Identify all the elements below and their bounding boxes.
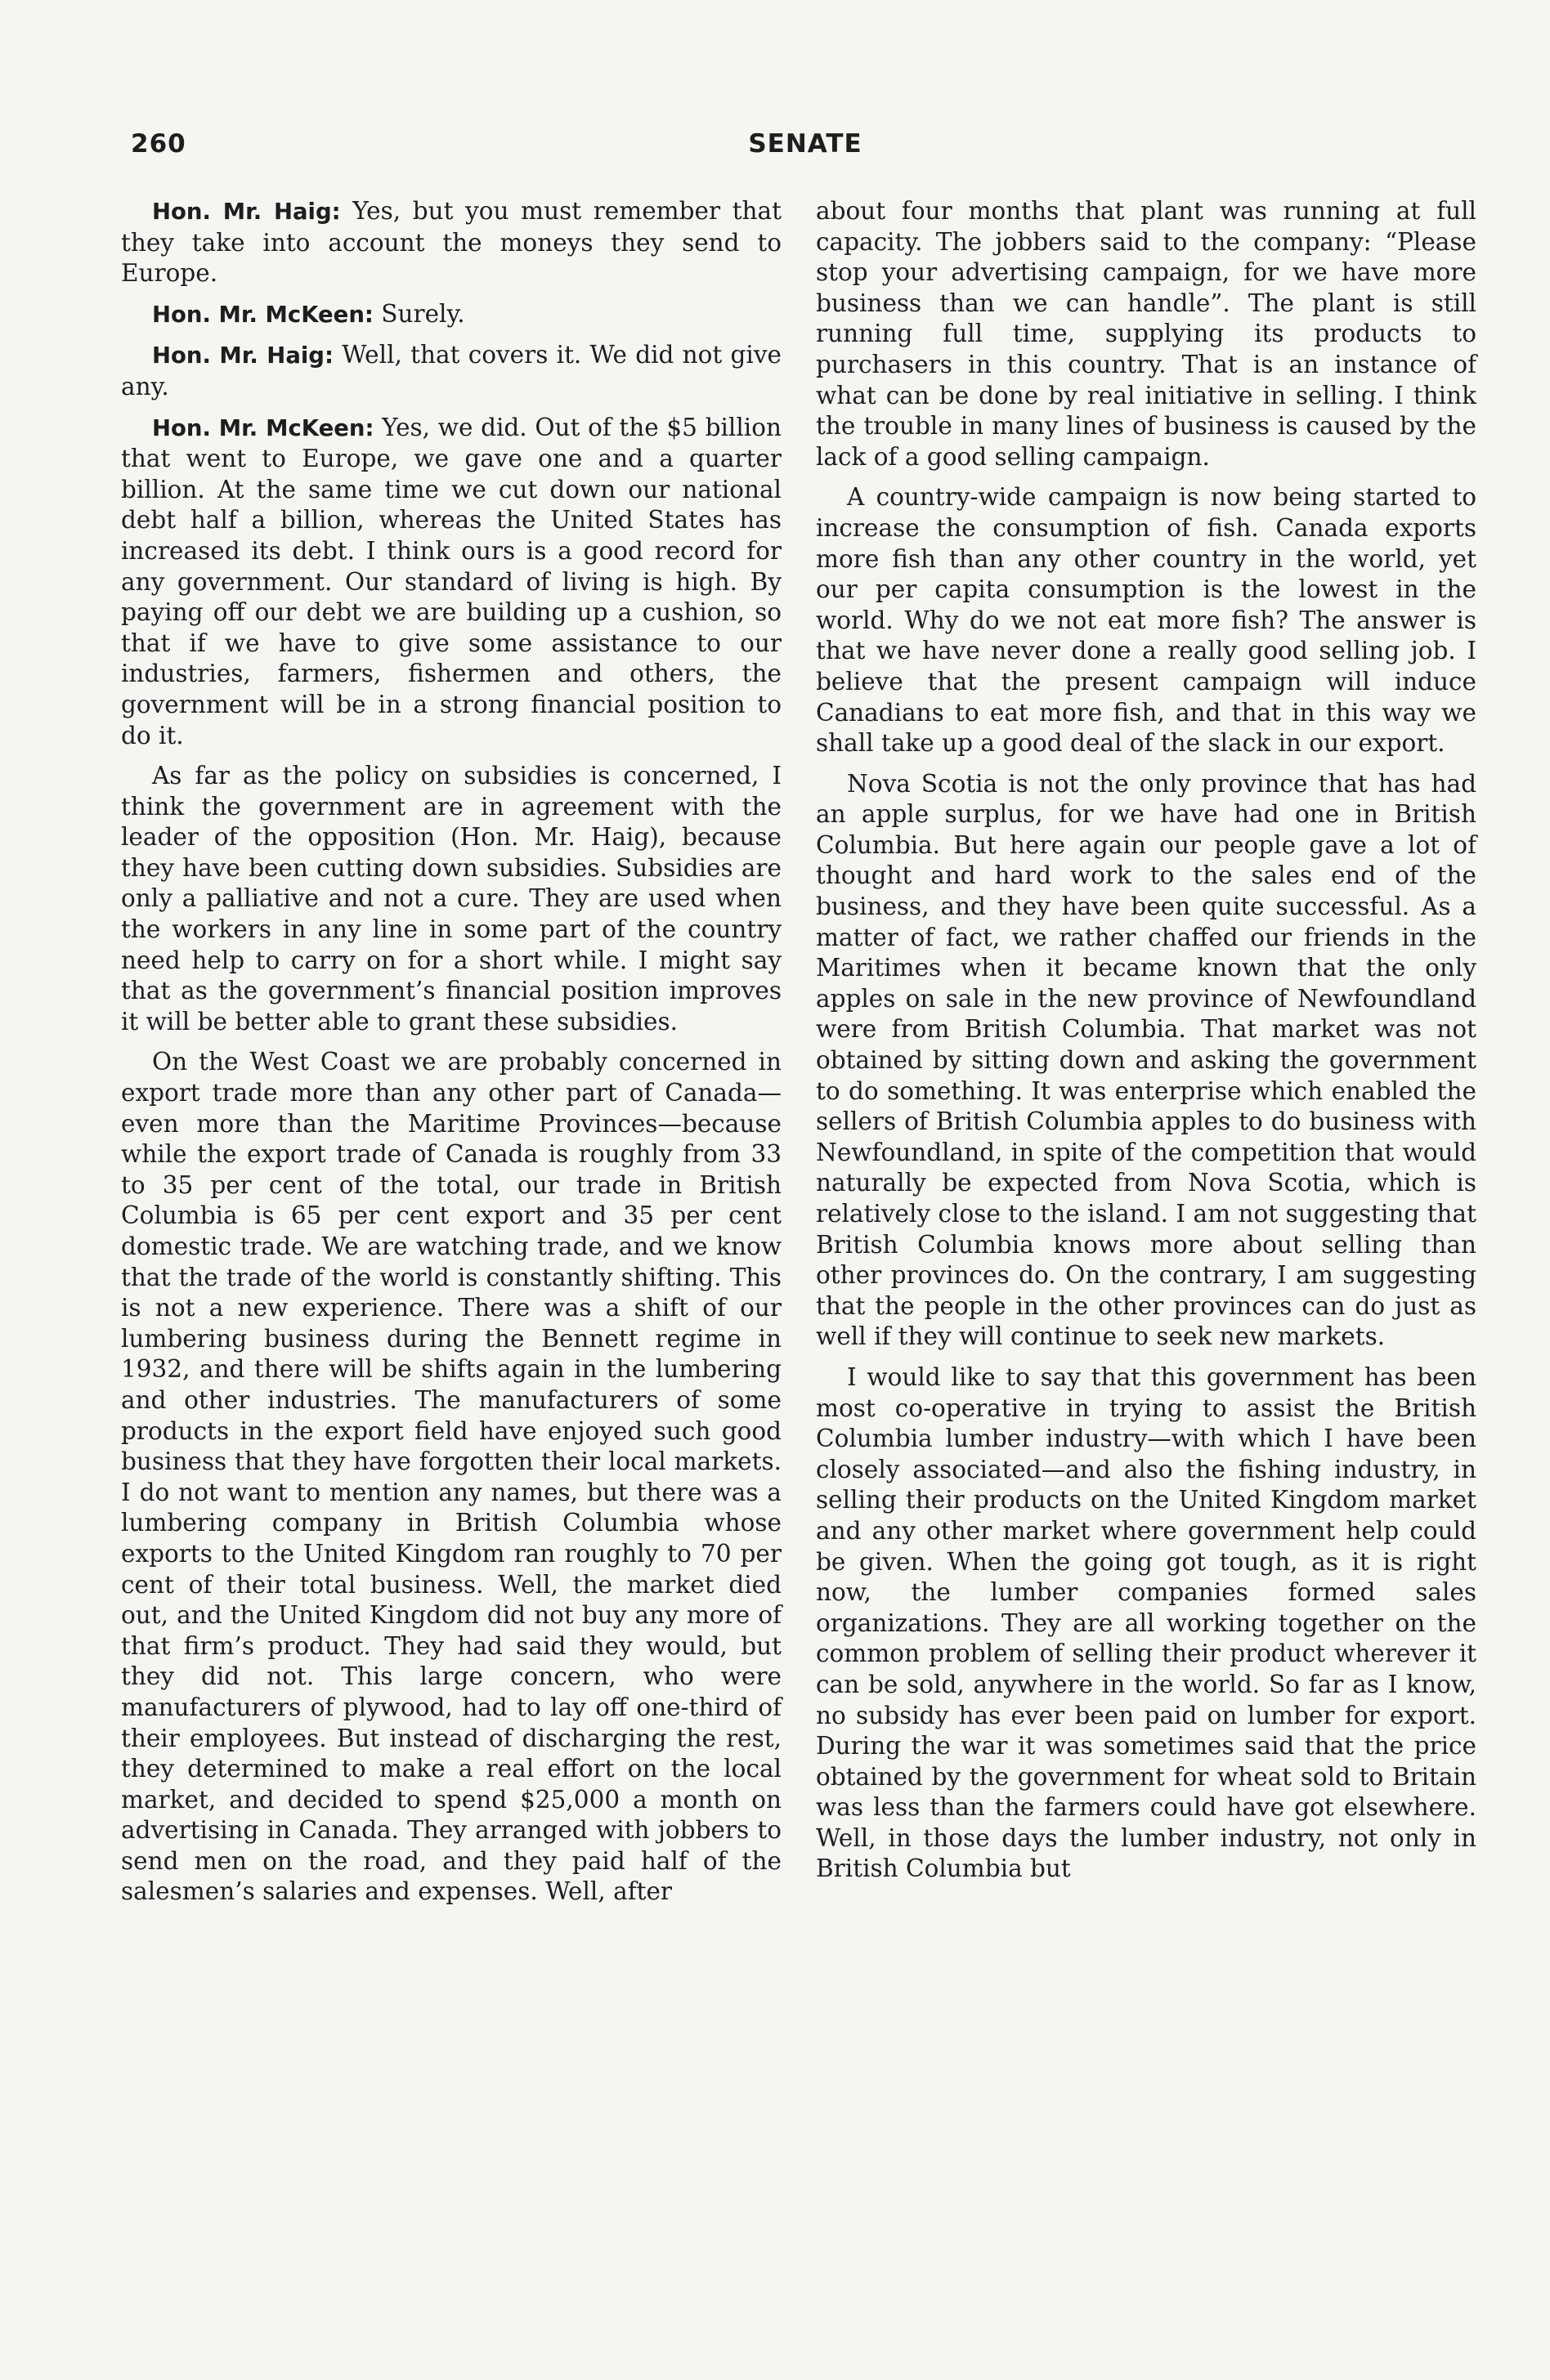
running-title: SENATE xyxy=(748,129,862,159)
paragraph xyxy=(816,482,1476,758)
left-column xyxy=(121,196,782,1917)
speech-text: Surely. xyxy=(373,299,465,328)
speaker-label: Hon. Mr. McKeen: xyxy=(152,414,374,441)
speech-text: Yes, we did. Out of the $5 billion that went to Europe, we gave one and a quarter billion. At the same time we cut down our national debt half a billion, whereas the United States has increased its debt. I think ours is a good record for any government. Our standard of living is high. By paying off our debt we are building up a cushion, so that if we have to give some assistance to our industries, farmers, fishermen and others, the government will be in a strong financial position to do it. xyxy=(121,413,782,749)
paragraph-text: Nova Scotia is not the only province that has had an apple surplus, for we have had one in British Columbia. But here again our people gave a lot of thought and hard work to the sales end of the business, and they have been quite successful. As a matter of fact, we rather chaffed our friends in the Maritimes when it became known that the only apples on sale in the new province of Newfoundland were from British Columbia. That market was not obtained by sitting down and asking the government to do something. It was enterprise which enabled the sellers of British Columbia apples to do business with Newfoundland, in spite of the competition that would naturally be expected from Nova Scotia, which is relatively close to the island. I am not suggesting that British Columbia knows more about selling than other provinces do. On the contrary, I am suggesting that the people in the other provinces can do just as well if they will continue to seek new markets. xyxy=(816,769,1476,1351)
paragraph xyxy=(121,340,782,402)
speaker-label: Hon. Mr. McKeen: xyxy=(152,301,374,328)
paragraph-continued xyxy=(816,196,1476,472)
speaker-label: Hon. Mr. Haig: xyxy=(152,199,341,225)
paragraph xyxy=(816,769,1476,1353)
paragraph-text: A country-wide campaign is now being started to increase the consumption of fish. Canada exports more fish than any other country in the world, yet our per capita consumption is the lowest in the world. Why do we not eat more fish? The answer is that we have never done a really good selling job. I believe that the present campaign will induce Canadians to eat more fish, and that in this way we shall take up a good deal of the slack in our export. xyxy=(816,483,1476,758)
paragraph xyxy=(121,1047,782,1908)
page-number: 260 xyxy=(131,129,186,159)
speech-text: Yes, but you must remember that they take into account the moneys they send to Europe. xyxy=(121,197,782,288)
page-header xyxy=(131,129,1480,170)
paragraph xyxy=(816,1362,1476,1885)
paragraph-text: I would like to say that this government has been most co-operative in trying to assist the British Columbia lumber industry—with which I have been closely associated—and also the fishing industry, in selling their products on the United Kingdom market and any other market where government help could be given. When the going got tough, as it is right now, the lumber companies formed sales organizations. They are all working together on the common problem of selling their product wherever it can be sold, anywhere in the world. So far as I know, no subsidy has ever been paid on lumber for export. During the war it was sometimes said that the price obtained by the government for wheat sold to Britain was less than the farmers could have got elsewhere. Well, in those days the lumber industry, not only in British Columbia but xyxy=(816,1362,1476,1883)
paragraph-text: about four months that plant was running at full capacity. The jobbers said to the company: “Please stop your advertising campaign, for we have more business than we can handle”. The plant is still running full time, supplying its products to purchasers in this country. That is an instance of what can be done by real initiative in selling. I think the trouble in many lines of business is caused by the lack of a good selling campaign. xyxy=(816,197,1476,471)
paragraph-text: On the West Coast we are probably concerned in export trade more than any other part of Canada—even more than the Maritime Provinces—because while the export trade of Canada is roughly from 33 to 35 per cent of the total, our trade in British Columbia is 65 per cent export and 35 per cent domestic trade. We are watching trade, and we know that the trade of the world is constantly shifting. This is not a new experience. There was a shift of our lumbering business during the Bennett regime in 1932, and there will be shifts again in the lumbering and other industries. The manufacturers of some products in the export field have enjoyed such good business that they have forgotten their local markets. I do not want to mention any names, but there was a lumbering company in British Columbia whose exports to the United Kingdom ran roughly to 70 per cent of their total business. Well, the market died out, and the United Kingdom did not buy any more of that firm’s product. They had said they would, but they did not. This large concern, who were manufacturers of plywood, had to lay off one-third of their employees. But instead of discharging the rest, they determined to make a real effort on the local market, and decided to spend $25,000 a month on advertising in Canada. They arranged with jobbers to send men on the road, and they paid half of the salesmen’s salaries and expenses. Well, after xyxy=(121,1048,782,1906)
paragraph xyxy=(121,196,782,289)
right-column xyxy=(816,196,1476,1895)
speaker-label: Hon. Mr. Haig: xyxy=(152,342,334,369)
paragraph xyxy=(121,299,782,331)
paragraph-text: As far as the policy on subsidies is concerned, I think the government are in agreement with the leader of the opposition (Hon. Mr. Haig), because they have been cutting down subsidies. Subsidies are only a palliative and not a cure. They are used when the workers in any line in some part of the country need help to carry on for a short while. I might say that as the government’s financial position improves it will be better able to grant these subsidies. xyxy=(121,762,782,1036)
paragraph xyxy=(121,761,782,1037)
paragraph xyxy=(121,413,782,752)
speech-text: Well, that covers it. We did not give any. xyxy=(121,341,782,400)
